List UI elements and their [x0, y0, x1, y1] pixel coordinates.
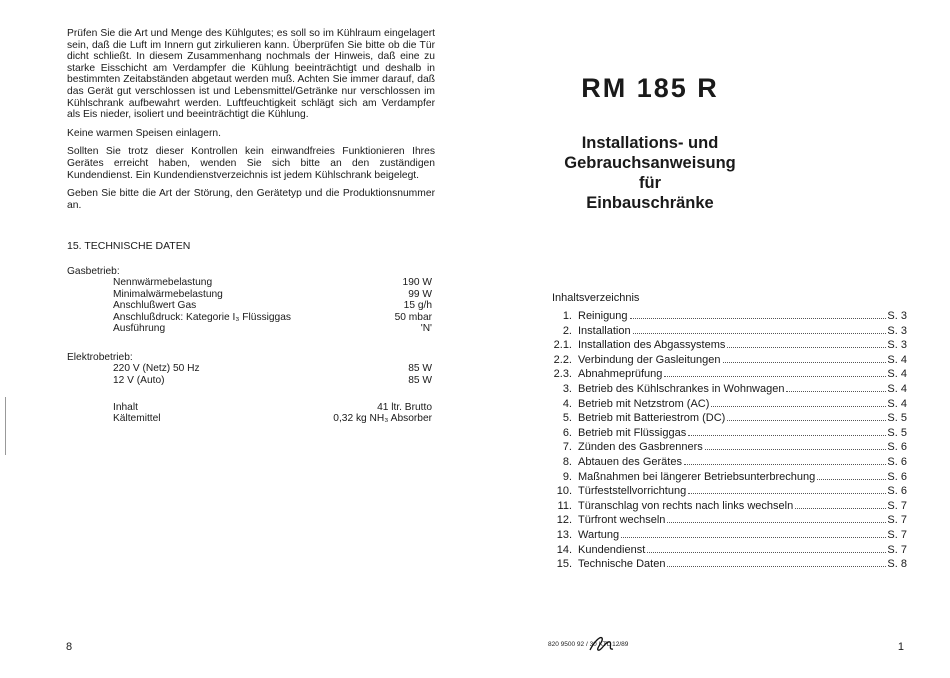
- section-title: 15. TECHNISCHE DATEN: [67, 240, 191, 252]
- toc-number: 15.: [556, 558, 572, 571]
- toc-label: Kundendienst: [578, 543, 646, 556]
- toc-leader-dots: [621, 536, 886, 538]
- toc-item: [540, 471, 907, 486]
- spec-value: 'N': [420, 322, 432, 334]
- toc-leader-dots: [688, 492, 886, 494]
- toc-number: 4.: [562, 397, 572, 410]
- spec-row: [67, 323, 432, 334]
- toc-leader-dots: [711, 405, 886, 407]
- toc-item: [540, 514, 907, 529]
- toc-item: [540, 441, 907, 456]
- gas-specs: [67, 266, 432, 334]
- toc-leader-dots: [647, 551, 886, 553]
- toc-number: 6.: [562, 426, 572, 439]
- toc-label: Betrieb mit Batteriestrom (DC): [578, 412, 726, 425]
- spec-row: [67, 277, 432, 288]
- subtitle-line: Gebrauchsanweisung: [564, 154, 736, 172]
- toc-item: [540, 456, 907, 471]
- subtitle-line: Einbauschränke: [586, 194, 714, 212]
- toc-leader-dots: [667, 521, 886, 523]
- toc-leader-dots: [817, 478, 886, 480]
- toc-number: 2.: [562, 324, 572, 337]
- toc-page: S. 6: [887, 455, 907, 468]
- spec-value: 41 ltr. Brutto: [377, 402, 432, 413]
- toc-label: Installation des Abgassystems: [578, 339, 726, 352]
- toc-item: [540, 544, 907, 559]
- spec-label: 12 V (Auto): [113, 374, 165, 386]
- spec-value: 85 W: [408, 374, 432, 386]
- toc-item: [540, 427, 907, 442]
- toc-number: 13.: [556, 528, 572, 541]
- toc-leader-dots: [786, 390, 886, 392]
- toc-item: [540, 325, 907, 340]
- toc-number: 9.: [562, 470, 572, 483]
- toc-page: S. 8: [887, 558, 907, 571]
- spec-label: Inhalt: [113, 402, 138, 413]
- toc-page: S. 5: [887, 426, 907, 439]
- toc-leader-dots: [688, 434, 886, 436]
- spec-row: [67, 289, 432, 300]
- spec-row: [67, 363, 432, 374]
- catalog-number: 820 9500 92 / 30 KTL 12/89: [548, 641, 629, 648]
- toc-item: [540, 368, 907, 383]
- toc-item: [540, 339, 907, 354]
- spec-row: [67, 413, 432, 424]
- toc-number: 3.: [562, 382, 572, 395]
- toc-page: S. 3: [887, 310, 907, 322]
- toc-page: S. 7: [887, 499, 907, 512]
- margin-mark: [5, 397, 6, 455]
- toc-number: 11.: [557, 499, 572, 512]
- toc-item: [540, 500, 907, 515]
- spec-value: 0,32 kg NH₃ Absorber: [333, 413, 432, 425]
- toc-page: S. 4: [887, 382, 907, 395]
- spec-label: 220 V (Netz) 50 Hz: [113, 363, 200, 375]
- paragraph: Prüfen Sie die Art und Menge des Kühlgutes; es soll so im Kühlraum eingelagert sein, daß die Luft im Innern gut zirkulieren kann. Überprüfen Sie bitte ob die Tür dicht schließt. In diesem Zusammenhang nochmals der Hinweis, daß eine zu starke Eisschicht am Verdampfer die Kühlung beeinträchtigt und deshalb in bestimmten Zeitabständen abgetaut werden muß. Achten Sie immer darauf, daß das Gerät gut verschlossen ist und Lebensmittel/Getränke nur verschlossen im Kühlschrank aufbewahrt werden. Luftfeuchtigkeit schlägt sich am Verdampfer als Eis nieder, isoliert und beeinträchtigt die Kühlung.: [67, 28, 435, 121]
- toc-page: S. 4: [887, 353, 907, 366]
- toc-label: Türanschlag von rechts nach links wechseln: [578, 499, 794, 512]
- toc-page: S. 3: [887, 324, 907, 337]
- toc-label: Türfront wechseln: [578, 514, 666, 527]
- table-of-contents: [540, 310, 907, 573]
- toc-number: 10.: [556, 485, 572, 498]
- toc-leader-dots: [727, 419, 886, 421]
- toc-item: [540, 558, 907, 573]
- spec-value: 190 W: [402, 277, 432, 289]
- document-subtitle: [480, 133, 820, 213]
- spec-value: 50 mbar: [394, 311, 432, 323]
- toc-item: [540, 412, 907, 427]
- toc-leader-dots: [723, 361, 887, 363]
- toc-leader-dots: [633, 332, 887, 334]
- toc-label: Abtauen des Gerätes: [578, 455, 682, 468]
- toc-item: [540, 485, 907, 500]
- electric-specs: [67, 352, 432, 386]
- spec-row: [67, 300, 432, 311]
- subtitle-line: für: [639, 174, 661, 192]
- right-page: [480, 0, 950, 678]
- toc-item: [540, 529, 907, 544]
- paragraph: Geben Sie bitte die Art der Störung, den Gerätetyp und die Produktionsnummer an.: [67, 188, 435, 211]
- left-page: [0, 0, 470, 678]
- toc-page: S. 4: [887, 368, 907, 381]
- spec-value: 15 g/h: [403, 300, 432, 312]
- electric-heading: Elektrobetrieb:: [67, 352, 133, 363]
- toc-label: Betrieb mit Netzstrom (AC): [578, 397, 710, 410]
- toc-leader-dots: [684, 463, 886, 465]
- toc-leader-dots: [664, 375, 886, 377]
- toc-label: Betrieb des Kühlschrankes in Wohnwagen: [578, 382, 785, 395]
- spec-label: Anschlußdruck: Kategorie I₃ Flüssiggas: [113, 311, 291, 323]
- toc-page: S. 7: [887, 514, 907, 527]
- toc-heading: Inhaltsverzeichnis: [552, 292, 640, 304]
- spec-value: 85 W: [408, 363, 432, 375]
- spec-row: [67, 375, 432, 386]
- toc-label: Technische Daten: [578, 558, 666, 571]
- subtitle-line: Installations- und: [581, 134, 719, 152]
- page-number: 8: [66, 641, 73, 653]
- toc-number: 8.: [562, 455, 572, 468]
- intro-text: [67, 28, 435, 218]
- toc-leader-dots: [727, 346, 886, 348]
- toc-number: 2.3.: [553, 368, 572, 381]
- toc-page: S. 7: [887, 528, 907, 541]
- toc-label: Zünden des Gasbrenners: [578, 441, 703, 454]
- toc-number: 1.: [562, 310, 572, 322]
- toc-label: Installation: [578, 324, 631, 337]
- model-title: RM 185 R: [581, 73, 719, 103]
- spec-row: [67, 402, 432, 413]
- toc-item: [540, 310, 907, 325]
- toc-number: 12.: [556, 514, 572, 527]
- page-number: 1: [897, 641, 904, 653]
- toc-label: Abnahmeprüfung: [578, 368, 663, 381]
- toc-label: Betrieb mit Flüssiggas: [578, 426, 687, 439]
- toc-number: 2.2.: [553, 353, 572, 366]
- spec-label: Kältemittel: [113, 413, 161, 425]
- toc-number: 5.: [562, 412, 572, 425]
- spec-label: Anschlußwert Gas: [113, 300, 197, 312]
- toc-item: [540, 383, 907, 398]
- toc-leader-dots: [705, 448, 887, 450]
- gas-heading: Gasbetrieb:: [67, 266, 120, 277]
- toc-page: S. 6: [887, 470, 907, 483]
- spec-value: 99 W: [408, 288, 432, 300]
- toc-page: S. 7: [887, 543, 907, 556]
- toc-leader-dots: [795, 507, 886, 509]
- toc-leader-dots: [667, 565, 886, 567]
- toc-label: Türfeststellvorrichtung: [578, 485, 687, 498]
- toc-page: S. 6: [887, 441, 907, 454]
- toc-label: Maßnahmen bei längerer Betriebsunterbrechung: [578, 470, 816, 483]
- paragraph: Sollten Sie trotz dieser Kontrollen kein einwandfreies Funktionieren Ihres Gerätes erreicht haben, wenden Sie sich bitte an den zuständigen Kundendienst. Ein Kundendienstverzeichnis ist jedem Kühlschrank beigelegt.: [67, 146, 435, 181]
- toc-number: 14.: [556, 543, 572, 556]
- toc-item: [540, 354, 907, 369]
- spec-row: [67, 312, 432, 323]
- spec-label: Ausführung: [113, 322, 166, 334]
- toc-item: [540, 398, 907, 413]
- toc-number: 2.1.: [553, 339, 572, 352]
- toc-page: S. 5: [887, 412, 907, 425]
- toc-page: S. 4: [887, 397, 907, 410]
- toc-page: S. 6: [887, 485, 907, 498]
- toc-label: Verbindung der Gasleitungen: [578, 353, 721, 366]
- toc-number: 7.: [562, 441, 572, 454]
- spec-label: Minimalwärmebelastung: [113, 288, 223, 300]
- toc-label: Reinigung: [578, 310, 628, 322]
- handwritten-signature: [586, 632, 616, 654]
- toc-label: Wartung: [578, 528, 620, 541]
- toc-leader-dots: [630, 317, 887, 319]
- spec-label: Nennwärmebelastung: [113, 277, 213, 289]
- paragraph: Keine warmen Speisen einlagern.: [67, 127, 221, 139]
- other-specs: [67, 402, 432, 425]
- toc-page: S. 3: [887, 339, 907, 352]
